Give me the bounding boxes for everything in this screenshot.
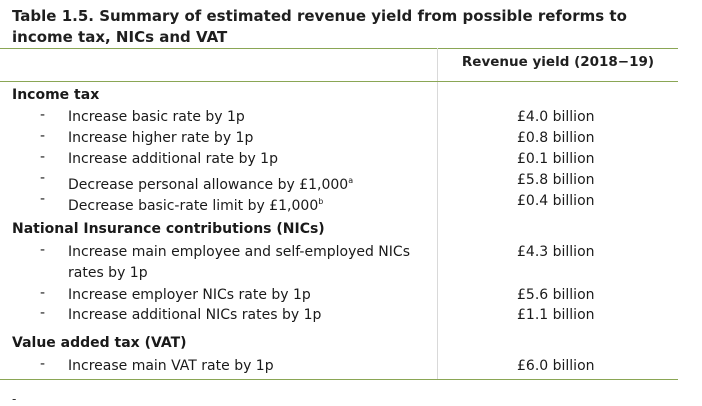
row-value: £6.0 billion: [517, 358, 595, 374]
row-label: Decrease basic-rate limit by £1,000$^b$: [68, 197, 324, 214]
footnote-marker: b: [318, 197, 324, 206]
table-bottom-rule: [0, 379, 678, 380]
footnote-marker: a: [348, 176, 354, 185]
row-value: £4.0 billion: [517, 109, 595, 125]
row-label: Increase basic rate by 1p: [68, 109, 245, 125]
row-bullet: -: [40, 128, 46, 144]
section-heading-nics: National Insurance contributions (NICs): [12, 221, 325, 237]
row-value: £5.6 billion: [517, 287, 595, 303]
row-bullet: -: [40, 191, 46, 207]
row-bullet: -: [40, 149, 46, 165]
row-bullet: -: [40, 305, 46, 321]
row-bullet: -: [40, 242, 46, 258]
row-value: £4.3 billion: [517, 244, 595, 260]
row-label: Increase main employee and self-employed NICs rates by 1p: [68, 244, 410, 281]
row-value: £0.4 billion: [517, 193, 595, 209]
section-heading-vat: Value added tax (VAT): [12, 335, 187, 351]
row-bullet: -: [40, 356, 46, 372]
row-value: £5.8 billion: [517, 172, 595, 188]
row-label: Increase employer NICs rate by 1p: [68, 287, 311, 303]
column-divider: [437, 48, 438, 380]
row-value: £0.1 billion: [517, 151, 595, 167]
row-bullet: -: [40, 285, 46, 301]
row-value: £0.8 billion: [517, 130, 595, 146]
row-label: Increase additional NICs rates by 1p: [68, 307, 322, 323]
revenue-yield-column-header: Revenue yield (2018−19): [461, 54, 655, 70]
header-rule: [0, 81, 678, 82]
row-bullet: -: [40, 107, 46, 123]
row-label: Decrease personal allowance by £1,000$^a$: [68, 176, 354, 193]
row-label: Increase higher rate by 1p: [68, 130, 254, 146]
row-value: £1.1 billion: [517, 307, 595, 323]
footer-mark: -: [12, 392, 17, 406]
row-label: Increase main VAT rate by 1p: [68, 358, 274, 374]
row-bullet: -: [40, 170, 46, 186]
table-title: Table 1.5. Summary of estimated revenue yield from possible reforms to income tax, NICs and VAT: [12, 7, 627, 46]
table-top-rule: [0, 48, 678, 49]
row-label: Increase additional rate by 1p: [68, 151, 278, 167]
section-heading-income-tax: Income tax: [12, 87, 100, 103]
